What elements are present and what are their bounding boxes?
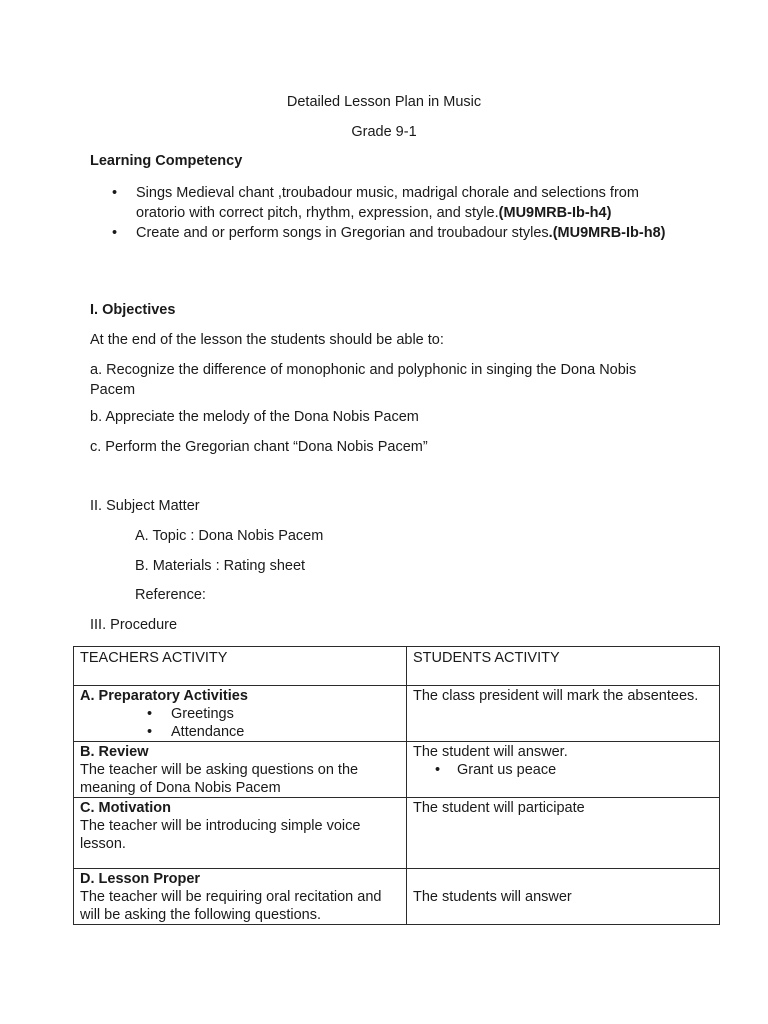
subject-reference: Reference: — [135, 587, 206, 603]
grade-label: Grade 9-1 — [351, 124, 417, 140]
row-title: A. Preparatory Activities — [80, 688, 248, 704]
objectives-heading: I. Objectives — [90, 302, 176, 318]
student-cell: The students will answer — [407, 869, 720, 925]
objective-b: b. Appreciate the melody of the Dona Nobis Pacem — [90, 409, 419, 425]
row-title: D. Lesson Proper — [80, 871, 201, 887]
competency-text: Sings Medieval chant ,troubadour music, madrigal chorale and selections from oratorio with correct pitch, rhythm, expression, and style. — [136, 185, 639, 221]
student-text: The student will answer. — [413, 744, 568, 760]
row-title: C. Motivation — [80, 800, 172, 816]
table-header-row — [74, 647, 720, 686]
header-student: STUDENTS ACTIVITY — [407, 647, 720, 686]
procedure-table — [73, 646, 720, 925]
objectives-intro: At the end of the lesson the students should be able to: — [90, 332, 444, 348]
list-item: • Grant us peace — [413, 761, 713, 779]
teacher-cell — [74, 742, 407, 798]
subject-topic: A. Topic : Dona Nobis Pacem — [135, 528, 324, 544]
procedure-heading: III. Procedure — [90, 617, 178, 633]
teacher-cell — [74, 869, 407, 925]
table-row — [74, 742, 720, 798]
table-row — [74, 869, 720, 925]
objective-c: c. Perform the Gregorian chant “Dona Nobis Pacem” — [90, 439, 428, 455]
student-cell: The student will participate — [407, 798, 720, 869]
subject-matter-heading: II. Subject Matter — [90, 498, 200, 514]
table-row — [74, 798, 720, 869]
competency-heading: Learning Competency — [90, 153, 243, 169]
table-row — [74, 686, 720, 742]
row-text: The teacher will be introducing simple voice lesson. — [80, 818, 361, 852]
row-title: B. Review — [80, 744, 149, 760]
list-item: • Attendance — [80, 723, 400, 741]
list-item: • Greetings — [80, 705, 400, 723]
header-teacher: TEACHERS ACTIVITY — [74, 647, 407, 686]
row-text: The teacher will be asking questions on the meaning of Dona Nobis Pacem — [80, 762, 359, 796]
bullet-icon: • — [112, 225, 118, 241]
competency-code: .(MU9MRB-Ib-h8) — [548, 225, 666, 241]
student-cell — [407, 742, 720, 798]
row-text: The teacher will be requiring oral recitation and will be asking the following questions. — [80, 889, 382, 923]
bullet-icon: • — [112, 185, 118, 201]
objective-a: a. Recognize the difference of monophonic and polyphonic in singing the Dona Nobis Pacem — [90, 362, 637, 398]
teacher-cell — [74, 686, 407, 742]
subject-materials: B. Materials : Rating sheet — [135, 558, 306, 574]
competency-text: Create and or perform songs in Gregorian and troubadour styles — [136, 225, 549, 241]
document-title: Detailed Lesson Plan in Music — [286, 94, 482, 110]
teacher-cell — [74, 798, 407, 869]
student-cell: The class president will mark the absentees. — [407, 686, 720, 742]
competency-code: (MU9MRB-Ib-h4) — [498, 205, 612, 221]
